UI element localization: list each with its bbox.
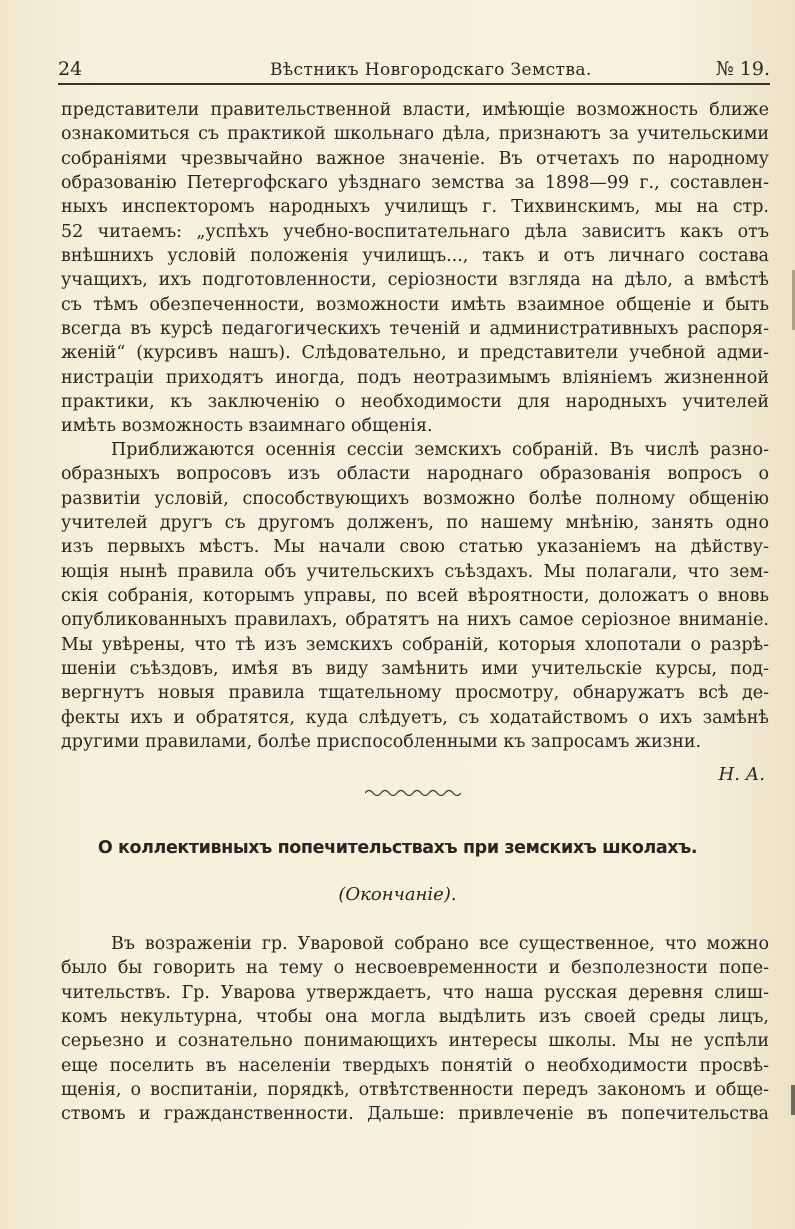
section-heading: О коллективныхъ попечительствахъ при земскихъ школахъ. [97,838,698,858]
text-line: учащихъ, ихъ подготовленности, серіозности взгляда на дѣло, а вмѣстѣ [61,270,769,291]
page-number: 24 [58,58,83,80]
paragraph-2 [61,438,769,754]
issue-number: № 19. [715,58,770,80]
page-edge-mark [791,1085,795,1115]
text-line: скія собранія, которымъ управы, по всей вѣроятности, доложатъ о вновь [61,586,769,607]
text-line: всегда въ курсѣ педагогическихъ теченій и административныхъ распоря- [61,319,769,340]
text-line: изъ первыхъ мѣстъ. Мы начали свою статью указаніемъ на дѣйству- [61,537,769,558]
header-rule [58,83,770,85]
text-line: женій“ (курсивъ нашъ). Слѣдовательно, и представители учебной адми- [61,343,769,364]
text-line: вергнутъ новыя правила тщательному просмотру, обнаружатъ всѣ де- [61,683,769,704]
paragraph-1 [61,98,769,439]
text-line: представители правительственной власти, имѣющіе возможность ближе [61,100,769,120]
text-line: развитіи условій, способствующихъ возможно болѣе полному общенію [61,488,769,509]
page-header [58,58,770,84]
text-line: нистраціи приходятъ иногда, подъ неотразимымъ вліяніемъ жизненной [61,367,769,388]
text-line: другими правилами, болѣе приспособленными къ запросамъ жизни. [61,732,702,753]
text-line: чительствъ. Гр. Уварова утверждаетъ, что наша русская деревня слиш- [61,982,769,1003]
text-line: съ тѣмъ обезпеченности, возможности имѣть взаимное общеніе и быть [61,294,769,315]
text-line: Мы увѣрены, что тѣ изъ земскихъ собраній, которыя хлопотали о разрѣ- [61,634,769,655]
text-line: образныхъ вопросовъ изъ области народнаго образованія вопросъ о [61,464,769,485]
text-line: ныхъ инспекторомъ народныхъ училищъ г. Тихвинскимъ, мы на стр. [61,197,769,218]
text-line: шеніи съѣздовъ, имѣя въ виду замѣнить ими учительскіе курсы, под- [61,659,769,680]
text-line: ющія нынѣ правила объ учительскихъ съѣздахъ. Мы полагали, что зем- [61,561,769,582]
text-line: комъ некультурна, чтобы она могла выдѣлить изъ своей среды лицъ, [61,1007,769,1028]
text-line: еще поселить въ населеніи твердыхъ понятій о необходимости просвѣ- [61,1055,769,1076]
text-line: собраніями чрезвычайно важное значеніе. Въ отчетахъ по народному [61,148,769,169]
paragraph-3 [61,932,769,1127]
text-line: было бы говорить на тему о несвоевременности и безполезности попе- [61,958,769,979]
journal-title: Вѣстникъ Новгородскаго Земства. [270,60,592,80]
text-line: образованію Петергофскаго уѣзднаго земства за 1898—99 г., составлен- [61,173,769,194]
text-line: 52 читаемъ: „успѣхъ учебно-воспитательнаго дѣла зависитъ какъ отъ [61,221,769,242]
text-line: щенія, о воспитаніи, порядкѣ, отвѣтственности передъ закономъ и обще- [61,1080,769,1101]
text-line: ствомъ и гражданственности. Дальше: привлеченіе въ попечительства [61,1104,769,1125]
text-line: Въ возраженіи гр. Уваровой собрано все существенное, что можно [111,934,769,954]
text-line: серьезно и сознательно понимающихъ интересы школы. Мы не успѣли [61,1031,769,1052]
text-line: фекты ихъ и обратятся, куда слѣдуетъ, съ ходатайствомъ о ихъ замѣнѣ [61,707,769,728]
text-line: практики, къ заключенію о необходимости для народныхъ учителей [61,392,769,413]
decorative-divider [365,788,461,798]
author-signature: Н. А. [718,764,765,785]
text-line: имѣть возможность взаимнаго общенія. [61,416,433,437]
text-line: внѣшнихъ условій положенія училищъ..., такъ и отъ личнаго состава [61,246,769,267]
text-line: опубликованныхъ правилахъ, обратятъ на нихъ самое серіозное вниманіе. [61,610,769,631]
text-line: учителей другъ съ другомъ долженъ, по нашему мнѣнію, занять одно [61,513,769,534]
text-line: ознакомиться съ практикой школьнаго дѣла, признаютъ за учительскими [61,124,769,145]
text-line: Приближаются осеннія сессіи земскихъ собраній. Въ числѣ разно- [111,440,769,460]
continuation-label: (Окончаніе). [338,884,457,905]
